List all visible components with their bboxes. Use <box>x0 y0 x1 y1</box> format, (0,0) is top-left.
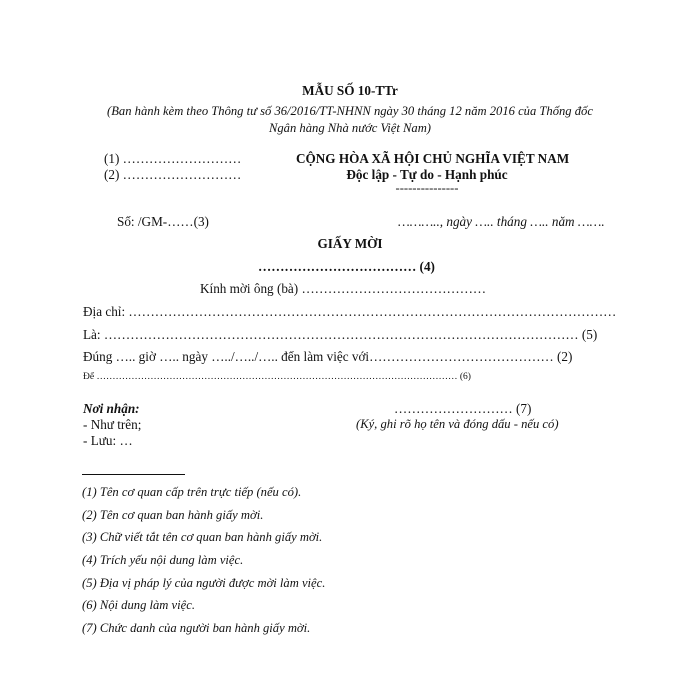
note-item: (3) Chữ viết tắt tên cơ quan ban hành giấy mời. <box>82 530 323 544</box>
document-title: GIẤY MỜI <box>317 236 383 251</box>
issue-date: ……….., ngày ….. tháng ….. năm ……. <box>398 214 605 229</box>
note-item: (5) Địa vị pháp lý của người được mời làm việc. <box>82 576 326 590</box>
country-name: CỘNG HÒA XÃ HỘI CHỦ NGHĨA VIỆT NAM <box>296 151 570 166</box>
document-subject: ……………………………… (4) <box>258 259 435 274</box>
time-line: Đúng ….. giờ ….. ngày …../…../….. đến làm việc với…………………………………… (2) <box>83 349 573 364</box>
motto-divider: --------------- <box>395 181 459 195</box>
signer-note: (Ký, ghi rõ họ tên và đóng dấu - nếu có) <box>356 417 559 431</box>
note-item: (1) Tên cơ quan cấp trên trực tiếp (nếu có). <box>82 485 302 499</box>
note-item: (7) Chức danh của người ban hành giấy mời. <box>82 621 311 635</box>
purpose-line: Để …………………………………………………………………………………………………… (6) <box>83 372 471 382</box>
issuance-note-line2: Ngân hàng Nhà nước Việt Nam) <box>268 121 432 135</box>
recipient-1: - Như trên; <box>83 417 142 432</box>
agency-line-1: (1) ……………………… <box>104 151 242 166</box>
national-motto: Độc lập - Tự do - Hạnh phúc <box>346 167 508 182</box>
form-title: MẪU SỐ 10-TTr <box>302 83 398 98</box>
signer-line: ……………………… (7) <box>394 401 532 416</box>
note-item: (6) Nội dung làm việc. <box>82 598 195 612</box>
note-item: (2) Tên cơ quan ban hành giấy mời. <box>82 508 264 522</box>
recipients-label: Nơi nhận: <box>83 401 140 416</box>
document-number: Số: /GM-……(3) <box>117 214 209 229</box>
recipient-2: - Lưu: … <box>83 433 133 448</box>
agency-line-2: (2) ……………………… <box>104 167 242 182</box>
footnote-divider <box>82 474 185 475</box>
note-item: (4) Trích yếu nội dung làm việc. <box>82 553 244 567</box>
salutation: Kính mời ông (bà) …………………………………… <box>200 281 487 296</box>
address-line: Địa chỉ: ………………………………………………………………………………………………… <box>83 304 617 319</box>
issuance-note-line1: (Ban hành kèm theo Thông tư số 36/2016/TT-NHNN ngày 30 tháng 12 năm 2016 của Thống đốc <box>107 104 593 118</box>
position-line: Là: ……………………………………………………………………………………………… (5) <box>83 327 598 342</box>
